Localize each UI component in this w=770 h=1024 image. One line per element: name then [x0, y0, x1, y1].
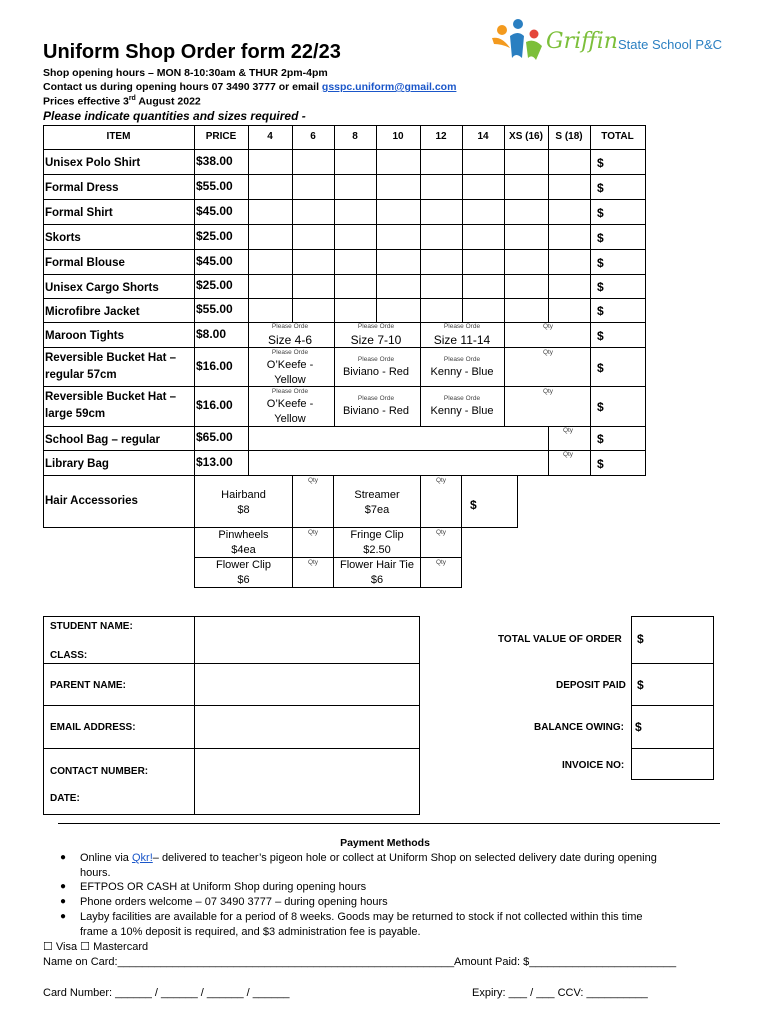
size-qty-cell[interactable] — [462, 249, 505, 275]
parent-name-input[interactable] — [194, 663, 420, 706]
size-qty-cell[interactable] — [248, 298, 293, 323]
email-input[interactable] — [194, 705, 420, 749]
email-link[interactable]: gsspc.uniform@gmail.com — [321, 81, 457, 93]
qty-note: Qty — [562, 451, 574, 458]
size-qty-cell[interactable] — [376, 199, 421, 225]
hairband-price: $8 — [237, 504, 250, 516]
total-dollar: $ — [597, 155, 604, 170]
size-qty-cell[interactable] — [548, 174, 591, 200]
size-qty-cell[interactable] — [548, 298, 591, 323]
column-header-9: S (18) — [555, 131, 583, 142]
pinwheels-price: $4ea — [231, 544, 256, 556]
total-dollar: $ — [597, 205, 604, 220]
size-qty-cell[interactable] — [504, 249, 549, 275]
invoice-input[interactable] — [631, 748, 714, 780]
size-qty-cell[interactable] — [504, 174, 549, 200]
please-order-note: Please Orde — [443, 395, 481, 402]
student-name-input[interactable] — [194, 616, 420, 664]
item-price: $25.00 — [196, 228, 233, 243]
hat-colour-biviano: Biviano - Red — [342, 366, 410, 378]
flower-clip-label: Flower Clip — [215, 559, 271, 571]
size-qty-cell[interactable] — [420, 174, 463, 200]
hat-colour-kenny: Kenny - Blue — [430, 405, 494, 417]
item-name — [45, 280, 159, 297]
item-name-line: large 59cm — [45, 408, 106, 420]
item-name-line: Formal Blouse — [45, 257, 125, 269]
column-header-10: TOTAL — [601, 131, 634, 142]
size-qty-cell[interactable] — [420, 298, 463, 323]
payment-phone: Phone orders welcome – 07 3490 3777 – during opening hours — [80, 896, 388, 908]
instruction: Please indicate quantities and sizes required - — [43, 109, 306, 123]
balance-input[interactable] — [631, 705, 714, 749]
size-qty-cell[interactable] — [292, 224, 335, 250]
bullet-icon: ● — [60, 881, 67, 892]
prices-prefix: Prices effective 3 — [43, 95, 129, 108]
please-order-note: Please Orde — [357, 356, 395, 363]
item-name-line: School Bag – regular — [45, 434, 161, 446]
column-header-2: 4 — [267, 131, 273, 142]
qty-note: Qty — [562, 427, 574, 434]
qkr-link[interactable]: Qkr! — [131, 852, 153, 864]
size-qty-cell[interactable] — [248, 224, 293, 250]
total-dollar: $ — [597, 432, 604, 446]
balance-dollar: $ — [635, 720, 642, 734]
size-qty-cell[interactable] — [292, 249, 335, 275]
total-dollar: $ — [597, 456, 604, 471]
size-qty-cell[interactable] — [334, 298, 377, 323]
size-qty-cell[interactable] — [548, 274, 591, 299]
size-qty-cell[interactable] — [504, 274, 549, 299]
size-qty-cell[interactable] — [248, 174, 293, 200]
hairband-label: Hairband — [221, 489, 266, 501]
size-qty-cell[interactable] — [420, 274, 463, 299]
size-qty-cell[interactable] — [462, 199, 505, 225]
total-value-dollar: $ — [637, 632, 644, 646]
total-dollar: $ — [597, 180, 604, 195]
item-name-line: Maroon Tights — [45, 330, 125, 342]
qty-note: Qty — [542, 349, 554, 356]
column-header-6: 12 — [435, 131, 447, 142]
page-title: Uniform Shop Order form 22/23 — [43, 41, 341, 63]
item-name — [45, 155, 140, 172]
total-dollar: $ — [597, 230, 604, 245]
item-name — [45, 432, 160, 449]
logo-script: Griffin — [546, 29, 618, 54]
item-name-line: Unisex Polo Shirt — [45, 157, 141, 169]
size-qty-cell[interactable] — [334, 199, 377, 225]
item-name — [45, 205, 113, 222]
size-qty-cell[interactable] — [548, 149, 591, 175]
card-number-field[interactable]: Card Number: ______ / ______ / ______ / ______ — [43, 987, 290, 999]
item-name — [45, 456, 109, 473]
size-qty-cell[interactable] — [292, 298, 335, 323]
payment-heading: Payment Methods — [340, 837, 430, 849]
item-price: $45.00 — [196, 203, 233, 218]
contact-label-cell — [43, 748, 195, 815]
bullet-icon: ● — [60, 852, 67, 863]
item-name — [45, 255, 125, 272]
streamer-price: $7ea — [364, 504, 390, 516]
item-name-line: Microfibre Jacket — [45, 306, 140, 318]
item-name — [45, 350, 176, 384]
size-qty-cell[interactable] — [334, 174, 377, 200]
size-qty-cell[interactable] — [548, 199, 591, 225]
size-qty-cell[interactable] — [504, 149, 549, 175]
item-name-line: Unisex Cargo Shorts — [45, 282, 159, 294]
item-name — [45, 180, 119, 197]
size-qty-cell[interactable] — [248, 249, 293, 275]
please-order-note: Please Orde — [443, 323, 481, 330]
total-dollar: $ — [597, 255, 604, 270]
please-order-note: Please Orde — [271, 323, 309, 330]
size-qty-cell[interactable] — [334, 274, 377, 299]
size-qty-cell[interactable] — [248, 274, 293, 299]
payment-eftpos: EFTPOS OR CASH at Uniform Shop during opening hours — [80, 881, 367, 893]
item-name-line: Formal Dress — [45, 182, 119, 194]
item-name-line: Skorts — [45, 232, 81, 244]
please-order-note: Please Orde — [357, 395, 395, 402]
opening-hours: Shop opening hours – MON 8-10:30am & THUR 2pm-4pm — [43, 67, 328, 79]
size-qty-cell[interactable] — [376, 149, 421, 175]
qty-note: Qty — [307, 559, 319, 566]
item-name-line: Library Bag — [45, 458, 109, 470]
size-qty-cell[interactable] — [462, 149, 505, 175]
item-price: $55.00 — [196, 178, 233, 193]
total-value-label: TOTAL VALUE OF ORDER — [498, 634, 622, 645]
hat-colour-okeefe: O’Keefe - — [266, 398, 314, 410]
qty-note: Qty — [307, 529, 319, 536]
total-dollar: $ — [597, 280, 604, 294]
deposit-dollar: $ — [637, 678, 644, 692]
contact-text: Contact us during opening hours 07 3490 3777 or email — [43, 81, 322, 93]
hat-colour-okeefe: O’Keefe - — [266, 359, 314, 371]
hat-colour-yellow: Yellow — [274, 413, 306, 425]
item-price: $13.00 — [196, 454, 233, 469]
item-name — [45, 304, 140, 321]
size-qty-cell[interactable] — [462, 174, 505, 200]
total-dollar: $ — [597, 400, 604, 414]
total-dollar: $ — [597, 304, 604, 318]
card-type-checkboxes[interactable]: ☐ Visa ☐ Mastercard — [43, 941, 149, 953]
size-qty-cell[interactable] — [376, 224, 421, 250]
contact-label: CONTACT NUMBER: — [50, 766, 149, 777]
bullet-icon: ● — [60, 896, 67, 907]
fringe-clip-price: $2.50 — [363, 544, 391, 556]
expiry-ccv-field[interactable]: Expiry: ___ / ___ CCV: __________ — [472, 987, 648, 999]
wide-cell — [248, 426, 549, 451]
size-qty-cell[interactable] — [376, 174, 421, 200]
qty-note: Qty — [542, 388, 554, 395]
class-label: CLASS: — [50, 650, 88, 661]
balance-label: BALANCE OWING: — [534, 722, 624, 733]
item-name — [45, 389, 176, 423]
qty-note: Qty — [542, 323, 554, 330]
payment-online-cont: hours. — [80, 867, 111, 879]
item-price: $55.00 — [196, 302, 233, 316]
please-order-note: Please Orde — [357, 323, 395, 330]
logo-text: State School P&C — [618, 37, 723, 52]
column-header-8: XS (16) — [509, 131, 543, 142]
payment-layby-cont: frame a 10% deposit is required, and $3 administration fee is payable. — [80, 926, 421, 938]
size-qty-cell[interactable] — [248, 149, 293, 175]
size-qty-cell[interactable] — [504, 199, 549, 225]
wide-cell — [248, 450, 549, 476]
qty-note: Qty — [435, 559, 447, 566]
size-qty-cell[interactable] — [292, 199, 335, 225]
item-price: $25.00 — [196, 278, 233, 292]
size-qty-cell[interactable] — [292, 174, 335, 200]
item-price: $45.00 — [196, 253, 233, 268]
item-name-line: regular 57cm — [45, 369, 117, 381]
student-name-label: STUDENT NAME: — [50, 621, 133, 632]
size-qty-cell[interactable] — [334, 224, 377, 250]
please-order-note: Please Orde — [443, 356, 481, 363]
size-qty-cell[interactable] — [292, 274, 335, 299]
please-order-note: Please Orde — [271, 388, 309, 395]
divider — [58, 823, 720, 824]
size-qty-cell[interactable] — [462, 224, 505, 250]
deposit-label: DEPOSIT PAID — [556, 680, 626, 691]
prices-sup: rd — [128, 95, 136, 102]
name-on-card-field[interactable]: Name on Card:_______________________________________________________Amount Paid: $________________________ — [43, 956, 677, 968]
total-dollar: $ — [597, 360, 604, 375]
column-header-1: PRICE — [205, 131, 237, 142]
item-price: $65.00 — [196, 430, 233, 444]
hat-colour-biviano: Biviano - Red — [342, 405, 410, 417]
qty-note: Qty — [435, 529, 447, 536]
item-name-line: Reversible Bucket Hat – — [45, 391, 177, 403]
date-label: DATE: — [50, 793, 80, 804]
size-qty-cell[interactable] — [420, 249, 463, 275]
contact-line — [43, 81, 456, 93]
item-price: $16.00 — [196, 358, 233, 373]
size-qty-cell[interactable] — [504, 224, 549, 250]
size-qty-cell[interactable] — [376, 298, 421, 323]
item-price: $16.00 — [196, 398, 233, 412]
size-qty-cell[interactable] — [334, 149, 377, 175]
invoice-label: INVOICE NO: — [562, 760, 625, 771]
size-qty-cell[interactable] — [548, 224, 591, 250]
fringe-clip-label: Fringe Clip — [350, 529, 404, 541]
item-price: $38.00 — [196, 153, 233, 168]
size-qty-cell[interactable] — [334, 249, 377, 275]
total-dollar: $ — [597, 328, 604, 343]
payment-online — [80, 851, 657, 866]
hat-colour-yellow: Yellow — [274, 374, 306, 386]
prices-suffix: August 2022 — [135, 95, 201, 108]
tights-size-7-10: Size 7-10 — [350, 333, 402, 347]
contact-input[interactable] — [194, 748, 420, 815]
flower-tie-price: $6 — [370, 574, 384, 586]
column-header-5: 10 — [392, 131, 404, 142]
column-header-7: 14 — [477, 131, 489, 142]
size-qty-cell[interactable] — [248, 199, 293, 225]
size-qty-cell[interactable] — [292, 149, 335, 175]
parent-name-label: PARENT NAME: — [50, 680, 126, 691]
column-header-3: 6 — [310, 131, 316, 142]
size-qty-cell[interactable] — [462, 274, 505, 299]
hat-colour-kenny: Kenny - Blue — [430, 366, 494, 378]
size-qty-cell[interactable] — [420, 224, 463, 250]
size-qty-cell[interactable] — [420, 149, 463, 175]
item-name-line: Reversible Bucket Hat – — [45, 352, 177, 364]
flower-tie-label: Flower Hair Tie — [340, 559, 414, 571]
size-qty-cell[interactable] — [462, 298, 505, 323]
please-order-note: Please Orde — [271, 349, 309, 356]
flower-clip-price: $6 — [237, 574, 250, 586]
payment-online-prefix: Online via — [80, 852, 132, 864]
payment-online-suffix: – delivered to teacher’s pigeon hole or collect at Uniform Shop on selected delivery date during opening — [152, 852, 657, 864]
item-name — [45, 328, 124, 345]
tights-size-4-6: Size 4-6 — [267, 333, 313, 347]
email-label: EMAIL ADDRESS: — [50, 722, 136, 733]
size-qty-cell[interactable] — [420, 199, 463, 225]
pinwheels-label: Pinwheels — [218, 529, 269, 541]
bullet-icon: ● — [60, 911, 67, 922]
prices-effective — [43, 95, 201, 108]
streamer-label: Streamer — [354, 489, 400, 501]
size-qty-cell[interactable] — [504, 298, 549, 323]
payment-layby: Layby facilities are available for a period of 8 weeks. Goods may be returned to stock if not collected within this time — [80, 911, 643, 923]
item-name — [45, 230, 81, 247]
hair-accessories-label: Hair Accessories — [45, 495, 138, 507]
tights-size-11-14: Size 11-14 — [433, 333, 491, 347]
size-qty-cell[interactable] — [376, 249, 421, 275]
qty-note: Qty — [435, 477, 447, 484]
size-qty-cell[interactable] — [376, 274, 421, 299]
column-header-0: ITEM — [106, 131, 131, 142]
qty-note: Qty — [307, 477, 319, 484]
item-price: $8.00 — [196, 326, 227, 341]
size-qty-cell[interactable] — [548, 249, 591, 275]
hair-total-dollar: $ — [470, 498, 477, 512]
item-name-line: Formal Shirt — [45, 207, 113, 219]
column-header-4: 8 — [352, 131, 358, 142]
